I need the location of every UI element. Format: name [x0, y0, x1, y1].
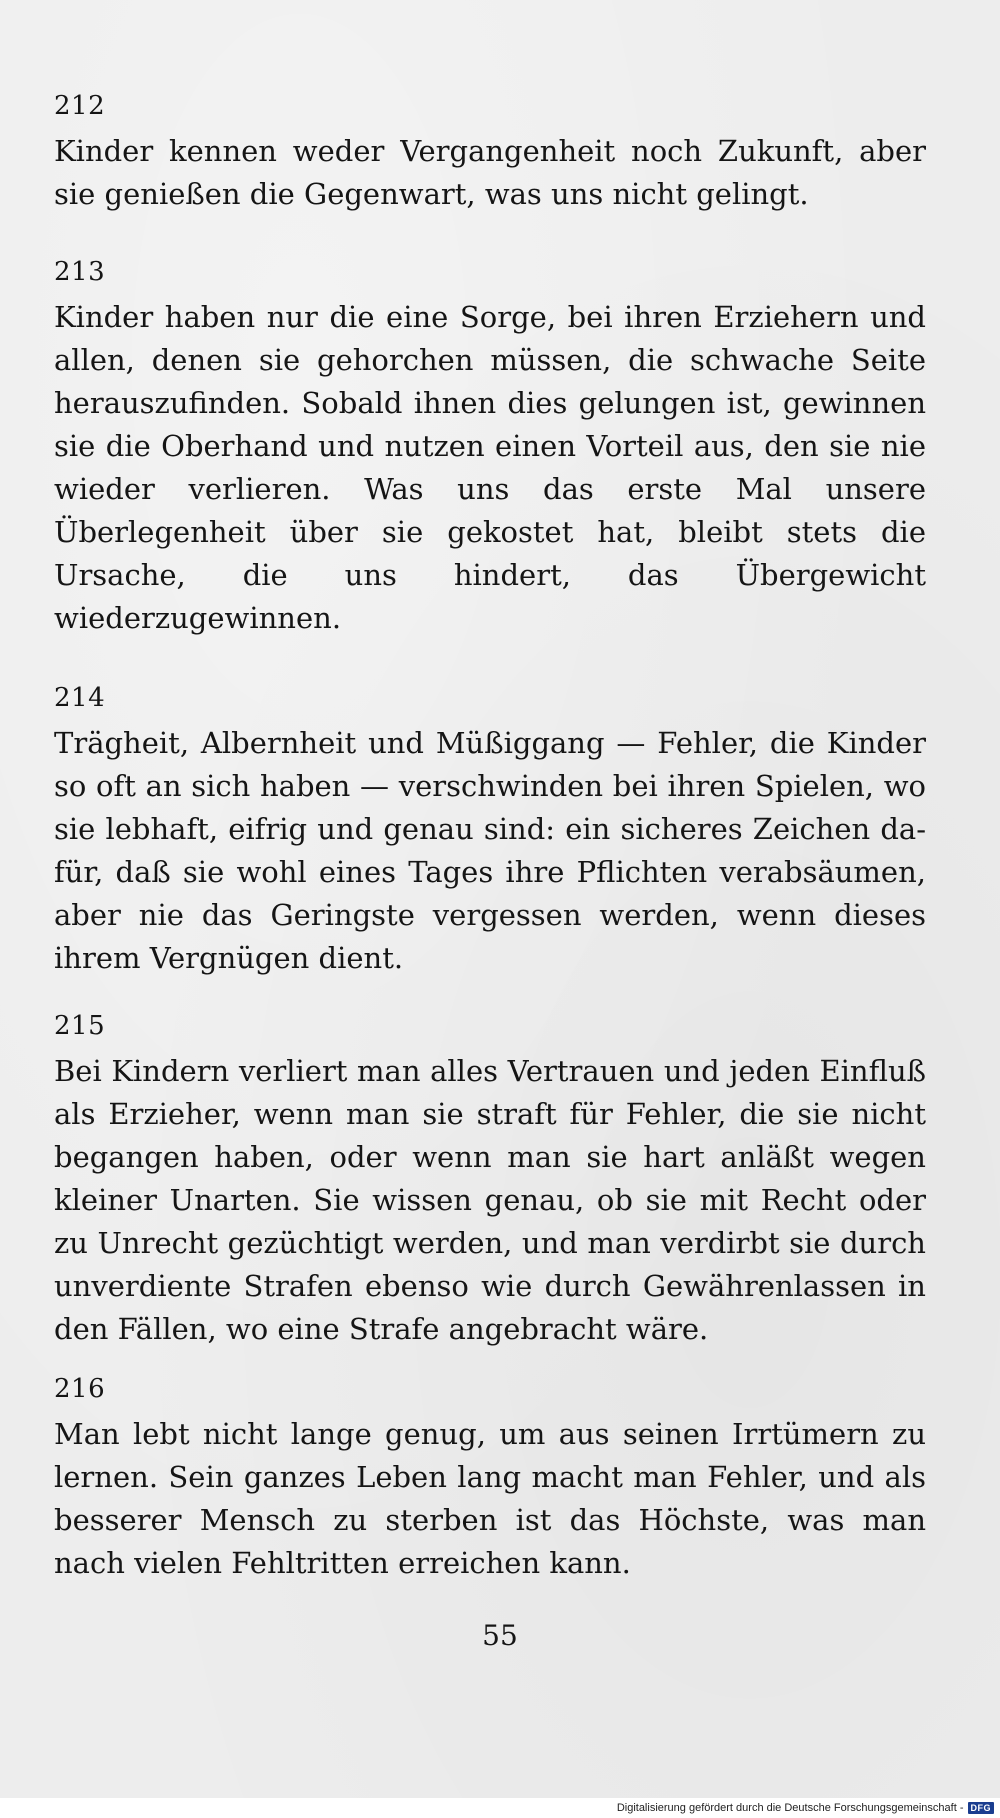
maxim-213 — [54, 254, 926, 640]
maxim-text: Kinder kennen weder Vergangenheit noch Zukunft, aber sie genießen die Gegenwart, was uns nicht gelingt. — [54, 134, 926, 211]
maxim-number: 213 — [54, 257, 106, 287]
maxim-216 — [54, 1371, 926, 1585]
maxim-number: 212 — [54, 91, 106, 121]
page-number: 55 — [482, 1619, 518, 1652]
maxim-215 — [54, 1008, 926, 1351]
maxim-number: 215 — [54, 1011, 106, 1041]
maxim-text: Kinder haben nur die eine Sorge, bei ihren Erziehern und allen, denen sie gehorchen müssen, die schwache Seite herauszufinden. Sobald ihnen dies gelungen ist, gewinnen sie die Oberhand und nutzen einen Vorteil aus, den sie nie wieder verlieren. Was uns das erste Mal unsere Überlegenheit über sie gekostet hat, bleibt stets die Ursache, die uns hindert, das Übergewicht wiederzugewinnen. — [54, 300, 926, 635]
dfg-logo-icon: DFG — [968, 1802, 995, 1814]
page-content — [54, 88, 926, 1585]
maxim-214 — [54, 680, 926, 980]
digitization-footer — [0, 1798, 1000, 1818]
footer-credit-text: Digitalisierung gefördert durch die Deutsche Forschungsgemeinschaft - — [616, 1802, 964, 1814]
maxim-text: Bei Kindern verliert man alles Vertrauen und jeden Einfluß als Erzieher, wenn man sie straft für Fehler, die sie nicht begangen haben, oder wenn man sie hart anläßt wegen kleiner Unarten. Sie wissen genau, ob sie mit Recht oder zu Unrecht gezüchtigt werden, und man verdirbt sie durch unverdiente Strafen ebenso wie durch Gewährenlassen in den Fällen, wo eine Strafe angebracht wäre. — [54, 1054, 926, 1346]
maxim-text: Trägheit, Albernheit und Müßiggang — Fehler, die Kinder so oft an sich haben — verschwinden bei ihren Spielen, wo sie lebhaft, eifrig und genau sind: ein sicheres Zeichen dafür, daß sie wohl eines Tages ihre Pflichten verabsäumen, aber nie das Geringste vergessen werden, wenn dieses ihrem Vergnügen dient. — [54, 726, 926, 975]
maxim-number: 214 — [54, 683, 106, 713]
maxim-number: 216 — [54, 1374, 106, 1404]
maxim-text: Man lebt nicht lange genug, um aus seinen Irrtümern zu lernen. Sein ganzes Leben lang macht man Fehler, und als besserer Mensch zu sterben ist das Höchste, was man nach vielen Fehltritten erreichen kann. — [54, 1417, 926, 1580]
maxim-212 — [54, 88, 926, 216]
